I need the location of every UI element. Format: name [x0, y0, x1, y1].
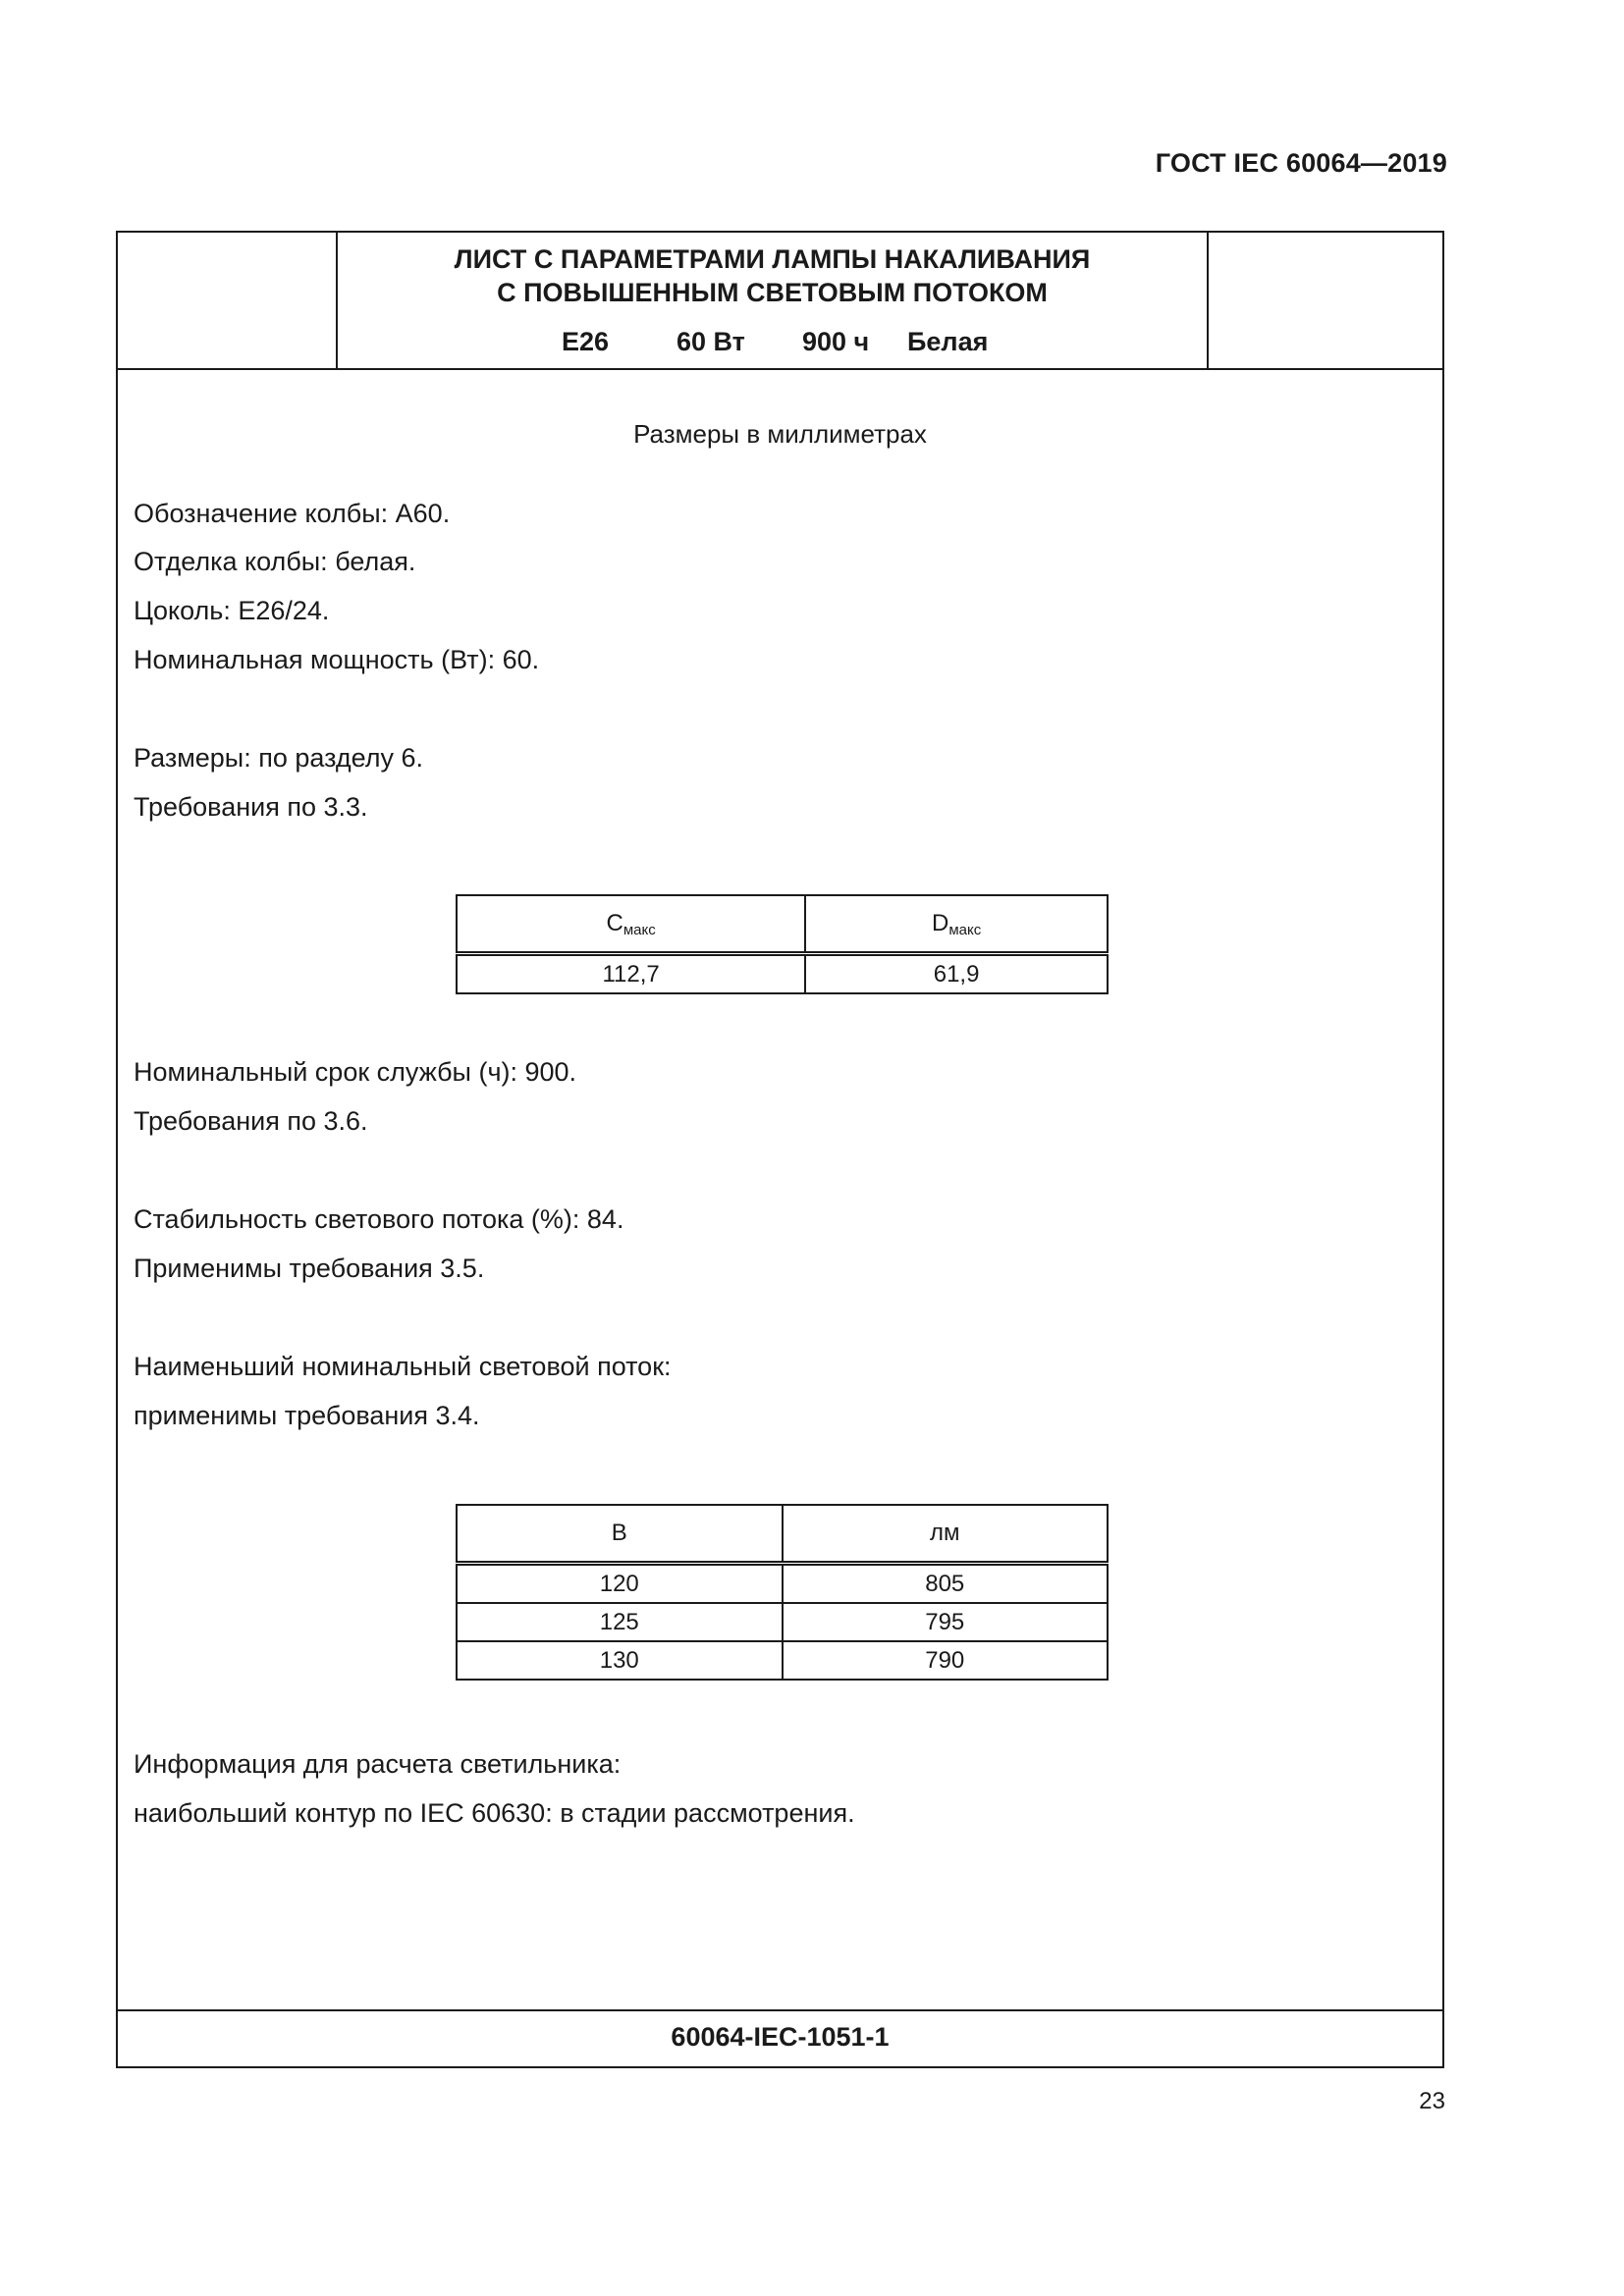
lamp-life: 900 ч [802, 327, 870, 356]
sheet-title-line1: ЛИСТ С ПАРАМЕТРАМИ ЛАМПЫ НАКАЛИВАНИЯ [454, 244, 1091, 274]
table-cell: 130 [457, 1641, 783, 1680]
header-right-cell [1207, 233, 1442, 368]
table-row [457, 954, 1108, 994]
table-cell: 61,9 [805, 954, 1108, 994]
lumen-maintenance: Стабильность светового потока (%): 84. [134, 1204, 624, 1234]
min-flux: Наименьший номинальный световой поток: [134, 1352, 672, 1381]
standard-id: ГОСТ IEC 60064—2019 [1155, 148, 1447, 178]
luminaire-contour: наибольший контур по IEC 60630: в стадии рассмотрения. [134, 1798, 855, 1828]
page-number: 23 [1419, 2088, 1445, 2114]
header-title-cell [338, 233, 1207, 368]
table-row [457, 1603, 1108, 1641]
table-header-cell: $C_{макс}$ [457, 895, 805, 954]
bulb-finish: Отделка колбы: белая. [134, 547, 416, 576]
table-cell: 112,7 [457, 954, 805, 994]
lamp-base: E26 [562, 327, 610, 356]
table-cell: 805 [783, 1564, 1109, 1604]
table-header-cell: В [457, 1505, 783, 1564]
lamp-wattage: 60 Вт [677, 327, 745, 356]
table-cell: 125 [457, 1603, 783, 1641]
sheet-title-line2: С ПОВЫШЕННЫМ СВЕТОВЫМ ПОТОКОМ [497, 278, 1048, 307]
rated-wattage: Номинальная мощность (Вт): 60. [134, 645, 540, 674]
lamp-summary [338, 327, 1207, 358]
table-header-cell: $D_{макс}$ [805, 895, 1108, 954]
table-row [457, 1564, 1108, 1604]
lamp-finish: Белая [907, 327, 989, 356]
bulb-designation: Обозначение колбы: А60. [134, 499, 451, 528]
life-req: Требования по 3.6. [134, 1106, 368, 1136]
header-left-cell [118, 233, 338, 368]
min-flux-req: применимы требования 3.4. [134, 1401, 480, 1430]
dimensions-req: Требования по 3.3. [134, 792, 368, 822]
rated-life: Номинальный срок службы (ч): 900. [134, 1057, 577, 1087]
table-header-cell: лм [783, 1505, 1109, 1564]
data-sheet [116, 231, 1444, 2068]
dimensions-ref: Размеры: по разделу 6. [134, 743, 424, 773]
flux-table [456, 1504, 1109, 1681]
table-header-row [457, 1505, 1108, 1564]
lumen-maintenance-req: Применимы требования 3.5. [134, 1254, 485, 1283]
table-cell: 795 [783, 1603, 1109, 1641]
sheet-code: 60064-IEC-1051-1 [118, 2009, 1442, 2066]
table-row [457, 1641, 1108, 1680]
cap-type: Цоколь: E26/24. [134, 596, 330, 625]
table-cell: 790 [783, 1641, 1109, 1680]
table-header-row [457, 895, 1108, 954]
units-note: Размеры в миллиметрах [633, 419, 927, 449]
sheet-header [118, 233, 1442, 370]
luminaire-info: Информация для расчета светильника: [134, 1749, 622, 1779]
dimensions-table [456, 894, 1109, 994]
table-cell: 120 [457, 1564, 783, 1604]
